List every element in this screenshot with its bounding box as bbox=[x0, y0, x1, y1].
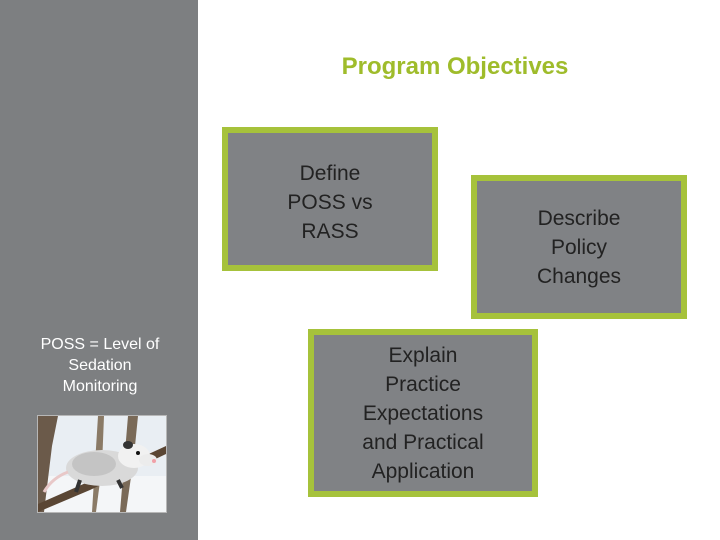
objective-label-explain: Explain Practice Expectations and Practical Application bbox=[362, 343, 484, 483]
slide-title: Program Objectives bbox=[341, 53, 569, 80]
objective-label-describe: Describe Policy Changes bbox=[536, 206, 622, 288]
objective-box-describe bbox=[471, 175, 687, 319]
sidebar-panel bbox=[0, 0, 198, 540]
sidebar-caption: POSS = Level of Sedation Monitoring bbox=[40, 336, 160, 395]
opossum-photo bbox=[37, 415, 167, 513]
objective-box-define bbox=[222, 127, 438, 271]
objective-label-define: Define POSS vs RASS bbox=[287, 162, 373, 243]
objective-box-explain bbox=[308, 329, 538, 497]
opossum-image bbox=[38, 416, 166, 512]
